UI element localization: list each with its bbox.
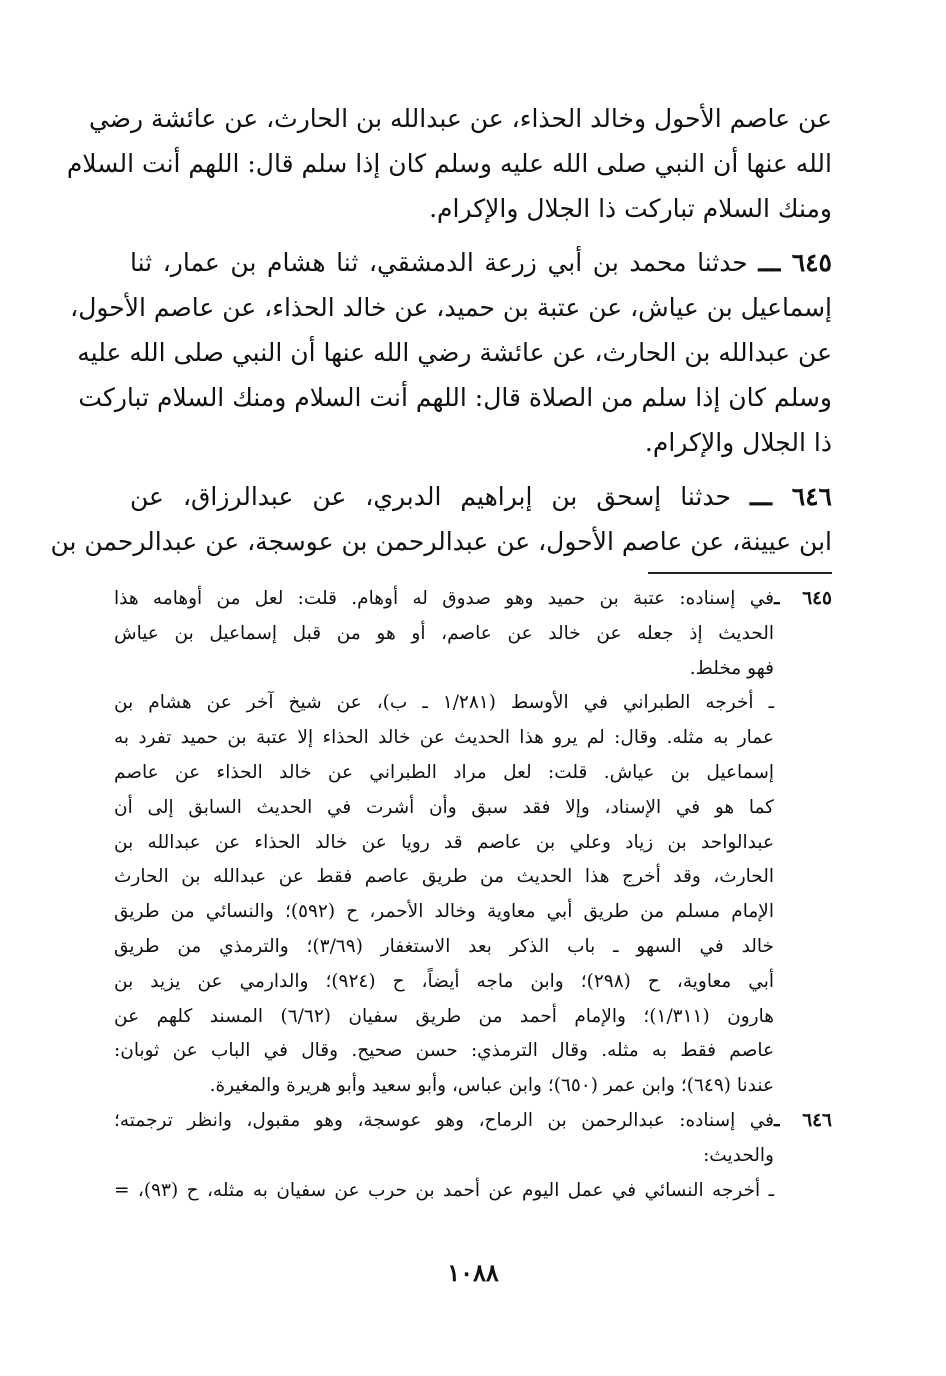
footnote-line: فهو مخلط. (689, 657, 774, 679)
footnote-line: الحديث إذ جعله عن خالد عن عاصم، أو هو من قبل إسماعيل بن عياش (114, 622, 774, 644)
footnote-line: كما هو في الإسناد، وإلا فقد سبق وأن أشرت في الحديث السابق إلى أن (114, 796, 774, 818)
text-line: عن عاصم الأحول وخالد الحذاء، عن عبدالله بن الحارث، عن عائشة رضي (88, 104, 832, 133)
hadith-646 (50, 474, 832, 564)
footnote-separator (648, 572, 832, 574)
footnote-line (114, 1104, 832, 1139)
footnote-line: الحارث، وقد أخرج هذا الحديث من طريق عاصم فقط عن عبدالله بن الحارث (114, 866, 774, 888)
text-line (130, 240, 832, 285)
footnote-line: ـ أخرجه النسائي في عمل اليوم عن أحمد بن حرب عن سفيان به مثله، ح (٩٣)، = (114, 1179, 774, 1201)
main-text (50, 96, 832, 564)
paragraph-continuation (66, 96, 832, 231)
hadith-645 (70, 240, 832, 465)
footnote-646 (114, 1104, 832, 1208)
footnote-line: هارون (١/٣١١)؛ والإمام أحمد من طريق سفيان (٦/٦٢) المسند كلهم عن (114, 1005, 775, 1027)
hadith-text: حدثنا محمد بن أبي زرعة الدمشقي، ثنا هشام بن عمار، ثنا (130, 248, 748, 277)
footnote-text: في إسناده: عبدالرحمن بن الرماح، وهو عوسجة، وهو مقبول، وانظر ترجمته؛ (114, 1109, 774, 1131)
footnotes (114, 582, 832, 1208)
hadith-number: ٦٤٦ ـــ (749, 482, 832, 511)
footnote-645 (114, 582, 832, 1104)
footnote-number: ٦٤٦ ـ (774, 1109, 832, 1131)
text-line: ابن عيينة، عن عاصم الأحول، عن عبدالرحمن بن عوسجة، عن عبدالرحمن بن (50, 527, 832, 556)
footnote-line: أبي معاوية، ح (٢٩٨)؛ وابن ماجه أيضاً، ح (٩٢٤)؛ والدارمي عن يزيد بن (114, 970, 775, 992)
footnote-line: عبدالواحد بن زياد وعلي بن عاصم قد رويا عن خالد الحذاء عن عبدالله بن (114, 831, 774, 853)
footnote-number: ٦٤٥ ـ (774, 588, 832, 609)
footnote-line: إسماعيل بن عياش. قلت: لعل مراد الطبراني عن خالد الحذاء عن عاصم (114, 761, 774, 783)
footnote-line: خالد في السهو ـ باب الذكر بعد الاستغفار (٣/٦٩)؛ والترمذي من طريق (114, 935, 774, 957)
text-line: ومنك السلام تباركت ذا الجلال والإكرام. (429, 194, 832, 223)
footnote-line: والحديث: (703, 1144, 774, 1166)
footnote-line: ـ أخرجه الطبراني في الأوسط (١/٢٨١ ـ ب)، عن شيخ آخر عن هشام بن (114, 692, 774, 714)
text-line: ذا الجلال والإكرام. (644, 428, 832, 457)
footnote-line: عاصم فقط به مثله. وقال الترمذي: حسن صحيح. وقال في الباب عن ثوبان: (114, 1040, 774, 1062)
text-line: عن عبدالله بن الحارث، عن عائشة رضي الله عنها أن النبي صلى الله عليه (77, 338, 832, 367)
footnote-line: الإمام مسلم من طريق أبي معاوية وخالد الأحمر، ح (٥٩٢)؛ والنسائي من طريق (114, 901, 774, 923)
text-line: وسلم كان إذا سلم من الصلاة قال: اللهم أنت السلام ومنك السلام تباركت (78, 383, 832, 412)
hadith-text: حدثنا إسحق بن إبراهيم الدبري، عن عبدالرزاق، عن (130, 482, 731, 511)
hadith-number: ٦٤٥ ـــ (758, 248, 832, 277)
text-line: إسماعيل بن عياش، عن عتبة بن حميد، عن خالد الحذاء، عن عاصم الأحول، (70, 293, 832, 322)
footnote-line: عمار به مثله. وقال: لم يرو هذا الحديث عن خالد الحذاء إلا عتبة بن حميد تفرد به (114, 727, 774, 749)
page-number: ١٠٨٨ (447, 1258, 499, 1287)
footnote-line: عندنا (٦٤٩)؛ وابن عمر (٦٥٠)؛ وابن عباس، وأبو سعيد وأبو هريرة والمغيرة. (209, 1075, 774, 1097)
footnote-text: في إسناده: عتبة بن حميد وهو صدوق له أوهام. قلت: لعل من أوهامه هذا (114, 588, 774, 609)
footnote-line (114, 582, 832, 617)
text-line (130, 474, 832, 519)
text-line: الله عنها أن النبي صلى الله عليه وسلم كان إذا سلم قال: اللهم أنت السلام (66, 149, 832, 178)
